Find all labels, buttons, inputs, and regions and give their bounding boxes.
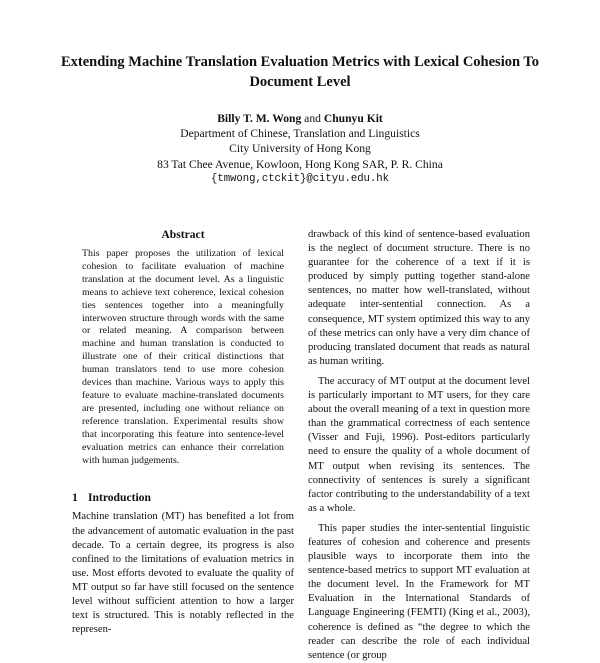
email: {tmwong,ctckit}@cityu.edu.hk (210, 172, 389, 185)
section-number: 1 (72, 491, 78, 505)
paper-title: Extending Machine Translation Evaluation Metrics with Lexical Cohesion To Document Level (60, 54, 539, 90)
abstract-text: This paper proposes the utilization of lexical cohesion to facilitate evaluation of machine translation at the document level. As a linguistic means to achieve text coherence, lexical cohesion ties sentences together into a meaningfully interwoven structure through words with the same or related meaning. A comparison between machine and human translation is conducted to illustrate one of their critical distinctions that human translators tend to use more cohesion devices than machine. Various ways to apply this feature to evaluate machine-translated documents are presented, including one without reliance on reference translation. Experimental results show that incorporating this feature into sentence-level evaluation metrics can enhance their correlation with human judgements. (82, 248, 284, 466)
section-title: Introduction (88, 491, 151, 505)
right-column (308, 228, 530, 663)
right-paragraph-1: drawback of this kind of sentence-based evaluation is the neglect of document structure. There is no guarantee for the coherence of a text if it is produced by simply putting together stand-alone sentences, no matter how well-translated, without adequate inter-sentential connection. As a consequence, MT system optimized this way to any of these metrics can only have a very dim chance of producing translated document that reads as natural as human writing. (308, 229, 530, 367)
section-heading-introduction (72, 491, 294, 504)
author-conjunction: and (304, 112, 321, 125)
right-paragraph-2: The accuracy of MT output at the document level is particularly important to MT users, for they care about the overall meaning of a text in question more than the grammatical correctness of each sentence (Visser and Fuji, 1996). Post-editors particularly need to ensure the quality of a whole document of MT output when revising its sentences. The connectivity of sentences is surely a significant factor contributing to the understandability of a text as a whole. (308, 375, 530, 514)
address: 83 Tat Chee Avenue, Kowloon, Hong Kong SAR, P. R. China (157, 157, 443, 171)
department: Department of Chinese, Translation and Linguistics (180, 127, 420, 141)
right-paragraph-3: This paper studies the inter-sentential linguistic features of cohesion and coherence and presents plausible ways to incorporate them into the sentence-based metrics to support MT evaluation at the document level. In the Framework for MT Evaluation in the International Standards of Language Engineering (FEMTI) (King et al., 2003), coherence is defined as “the degree to which the reader can describe the role of each individual sentence (or group (308, 522, 530, 661)
abstract-heading: Abstract (161, 228, 205, 241)
author-block (40, 111, 560, 187)
author-1: Billy T. M. Wong (217, 112, 302, 125)
author-2: Chunyu Kit (323, 112, 383, 125)
university: City University of Hong Kong (229, 142, 371, 156)
intro-paragraph-1: Machine translation (MT) has benefited a lot from the advancement of automatic evaluation in the past decade. To a certain degree, its progress is also confined to the limitations of evaluation metrics in use. Most efforts devoted to evaluate the quality of MT output so far have still focused on the sentence level without sufficient attention to how a larger text is structured. This is notably reflected in the represen- (72, 511, 294, 636)
author-names (40, 111, 560, 126)
left-column (72, 228, 294, 637)
